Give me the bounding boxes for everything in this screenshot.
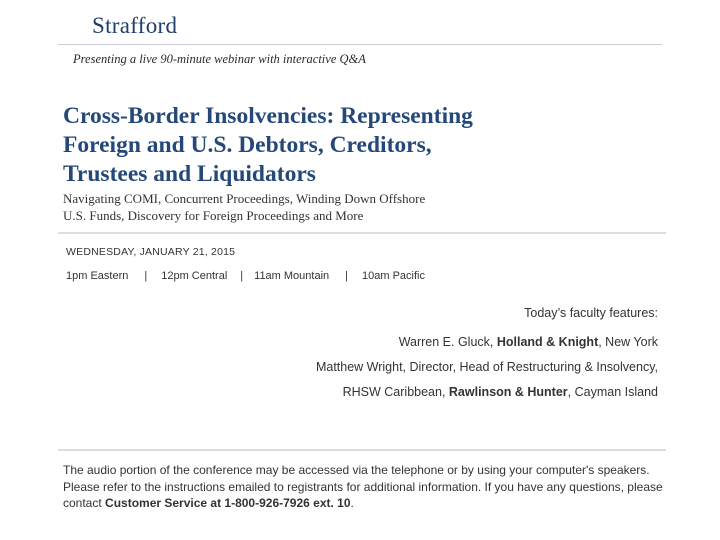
faculty-firm: Rawlinson & Hunter [448,385,568,399]
faculty-location: , New York [598,335,658,349]
time-eastern: 1pm Eastern [66,270,129,282]
title-line: Foreign and U.S. Debtors, Creditors, [63,132,432,158]
faculty-affiliation: RHSW Caribbean, [342,385,449,399]
footer-divider [58,449,666,451]
webinar-title [63,102,623,189]
customer-service-contact: Customer Service at 1-800-926-7926 ext. 10 [105,496,351,510]
time-separator: | [345,270,349,282]
header-divider [58,44,662,45]
time-separator: | [240,270,244,282]
subtitle-line: Navigating COMI, Concurrent Proceedings, Winding Down Offshore [63,191,426,206]
title-line: Cross-Border Insolvencies: Representing [63,103,473,129]
event-times [66,270,425,282]
time-central: 12pm Central [161,270,228,282]
faculty-line [399,335,658,349]
section-divider [58,232,666,234]
faculty-location: , Cayman Island [567,385,658,399]
strafford-logo: Strafford [92,13,178,38]
time-mountain: 11am Mountain [254,270,330,282]
faculty-line [343,385,658,399]
footer-text: The audio portion of the conference may be accessed via the telephone or by using your computer's speakers. Please refer to the instructions emailed to registrants for additional information. If you have any questions, please contact [63,463,663,510]
audio-instructions [63,462,663,512]
time-pacific: 10am Pacific [362,270,425,282]
faculty-name: Matthew Wright, Director, Head of Restructuring & Insolvency, [315,360,658,374]
event-date: WEDNESDAY, JANUARY 21, 2015 [66,246,236,258]
faculty-line [316,360,658,374]
title-line: Trustees and Liquidators [63,161,316,187]
faculty-heading: Today’s faculty features: [524,306,658,320]
tagline: Presenting a live 90-minute webinar with interactive Q&A [73,52,366,66]
subtitle-line: U.S. Funds, Discovery for Foreign Proceedings and More [63,207,364,223]
time-separator: | [144,270,148,282]
footer-end: . [350,496,354,510]
webinar-subtitle [63,191,623,224]
faculty-name: Warren E. Gluck, [398,335,497,349]
faculty-firm: Holland & Knight [496,335,599,349]
